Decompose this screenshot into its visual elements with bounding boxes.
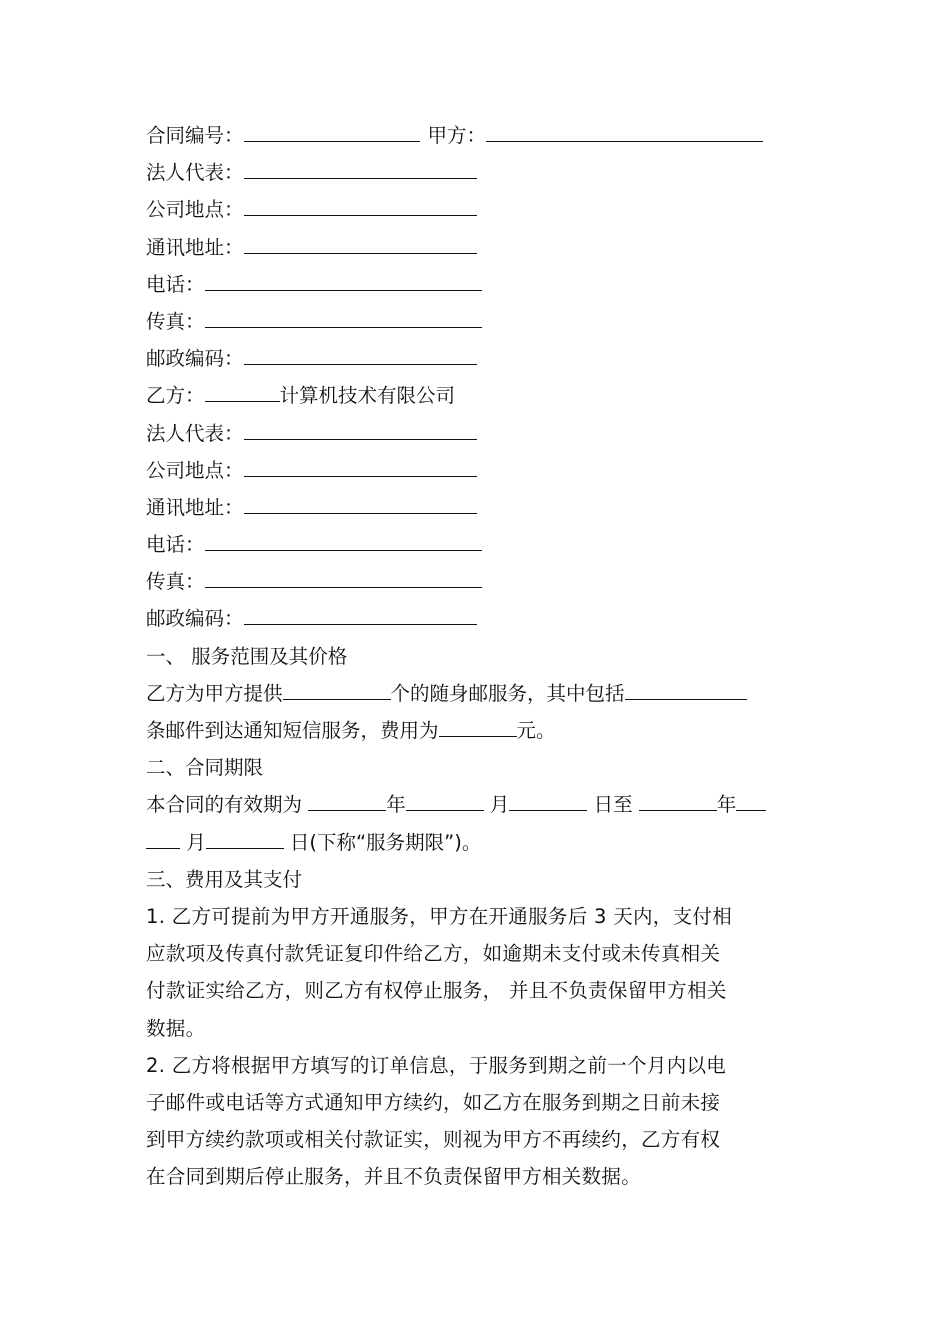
party-a-mail-address-label: 通讯地址： [146, 235, 244, 259]
contract-no-line [146, 117, 810, 154]
party-b-legal-rep-blank [244, 423, 477, 440]
paragraph-line: 应款项及传真付款凭证复印件给乙方，如逾期未支付或未传真相关 [146, 942, 721, 966]
party-a-blank [486, 125, 763, 142]
party-a-fax-line [146, 303, 810, 340]
party-b-postal-blank [244, 608, 477, 625]
paragraph-line: 数据。 [146, 1016, 206, 1040]
paragraph-line: 2. 乙方将根据甲方填写的订单信息，于服务到期之前一个月内以电 [146, 1053, 727, 1077]
party-a-postal-line [146, 340, 810, 377]
paragraph-line: 子邮件或电话等方式通知甲方续约，如乙方在服务到期之日前未接 [146, 1090, 721, 1114]
party-a-legal-rep-blank [244, 162, 477, 179]
end-month-blank-end [146, 832, 180, 849]
paragraph-line: 到甲方续约款项或相关付款证实，则视为甲方不再续约，乙方有权 [146, 1128, 721, 1152]
party-b-phone-blank [205, 534, 482, 551]
section3-paragraph-1 [146, 898, 810, 1047]
party-a-phone-label: 电话： [146, 272, 205, 296]
party-b-company-address-label: 公司地点： [146, 458, 244, 482]
party-b-company-address-line [146, 452, 810, 489]
paragraph-line: 1. 乙方可提前为甲方开通服务，甲方在开通服务后 3 天内，支付相 [146, 904, 733, 928]
section3-heading: 三、费用及其支付 [146, 867, 303, 891]
party-b-postal-line [146, 600, 810, 637]
party-b-company-suffix: 计算机技术有限公司 [279, 384, 456, 408]
party-a-phone-line [146, 266, 810, 303]
end-month-label: 月 [186, 830, 206, 854]
party-b-legal-rep-line [146, 415, 810, 452]
section1-heading: 一、 服务范围及其价格 [146, 644, 348, 668]
party-b-company-address-blank [244, 460, 477, 477]
paragraph-line: 付款证实给乙方，则乙方有权停止服务， 并且不负责保留甲方相关 [146, 979, 727, 1003]
contract-page [146, 117, 810, 1195]
party-a-phone-blank [205, 274, 482, 291]
section2-line1 [146, 786, 810, 823]
section1-l1-a: 乙方为甲方提供 [146, 681, 283, 705]
sms-count-blank [625, 683, 747, 700]
party-b-mail-address-line [146, 489, 810, 526]
section1-line1 [146, 675, 810, 712]
party-a-fax-label: 传真： [146, 309, 205, 333]
party-b-line [146, 377, 810, 414]
end-day-blank [206, 832, 284, 849]
party-b-phone-label: 电话： [146, 533, 205, 557]
start-year-label: 年 [386, 793, 406, 817]
end-day-label: 日(下称“服务期限”)。 [289, 830, 482, 854]
service-count-blank [283, 683, 391, 700]
party-a-mail-address-blank [244, 237, 477, 254]
party-b-phone-line [146, 526, 810, 563]
party-b-name-blank [205, 385, 280, 402]
end-year-blank [639, 794, 717, 811]
section1-l1-b: 个的随身邮服务，其中包括 [390, 681, 625, 705]
section2-heading: 二、合同期限 [146, 756, 264, 780]
party-a-company-address-blank [244, 199, 477, 216]
party-b-mail-address-label: 通讯地址： [146, 495, 244, 519]
section1-l2-a: 条邮件到达通知短信服务，费用为 [146, 719, 439, 742]
day-to-label: 日至 [593, 793, 639, 817]
end-year-label: 年 [716, 793, 737, 817]
party-a-legal-rep-line [146, 154, 810, 191]
start-month-label: 月 [489, 793, 510, 817]
section1-l2-b: 元。 [516, 719, 556, 742]
start-day-blank [509, 794, 587, 811]
section2-l1-a: 本合同的有效期为 [146, 793, 309, 817]
party-a-company-address-line [146, 191, 810, 228]
party-b-mail-address-blank [244, 497, 477, 514]
party-b-fax-line [146, 563, 810, 600]
party-b-legal-rep-label: 法人代表： [146, 421, 244, 445]
contract-no-blank [244, 125, 420, 142]
paragraph-line: 在合同到期后停止服务，并且不负责保留甲方相关数据。 [146, 1165, 642, 1189]
party-b-fax-label: 传真： [146, 570, 205, 594]
start-year-blank [308, 794, 386, 811]
fee-blank [439, 720, 517, 737]
party-b-fax-blank [205, 571, 482, 588]
section3-paragraph-2 [146, 1047, 810, 1196]
party-a-mail-address-line [146, 229, 810, 266]
section1-line2 [146, 712, 810, 749]
start-month-blank [406, 794, 484, 811]
party-a-company-address-label: 公司地点： [146, 198, 244, 222]
end-month-blank-start [736, 794, 766, 811]
party-b-label: 乙方： [146, 384, 205, 408]
party-a-postal-label: 邮政编码： [146, 347, 244, 371]
party-b-postal-label: 邮政编码： [146, 607, 244, 631]
party-a-legal-rep-label: 法人代表： [146, 161, 244, 185]
contract-no-label: 合同编号： [146, 124, 244, 147]
party-a-postal-blank [244, 348, 477, 365]
section2-line2 [146, 824, 810, 861]
party-a-label: 甲方： [427, 124, 487, 147]
party-a-fax-blank [205, 311, 482, 328]
